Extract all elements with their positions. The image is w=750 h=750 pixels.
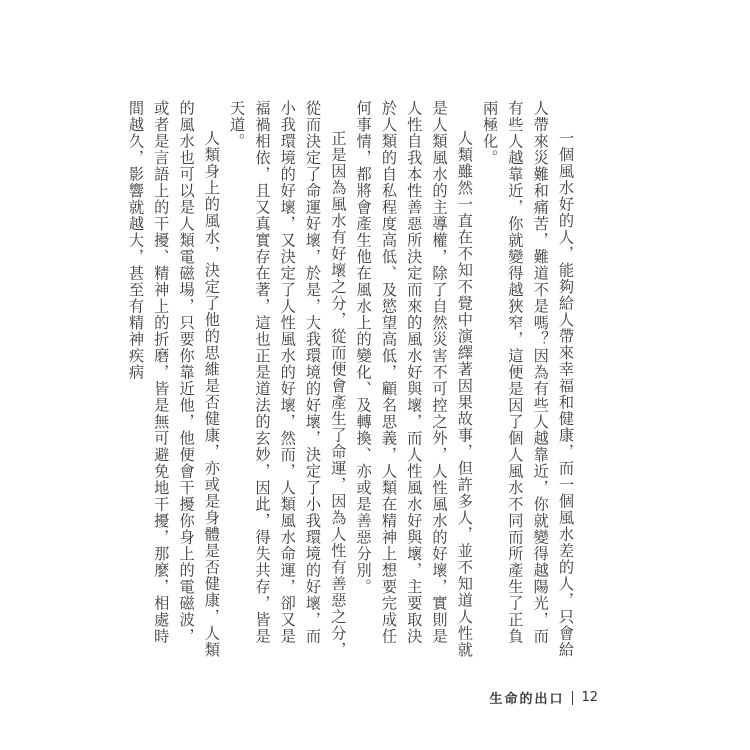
paragraph-1: 一個風水好的人，能夠給人帶來幸福和健康，而一個風水差的人，只會給人帶來災難和痛苦，難道不是嗎？因為有些人越靠近，你就變得越陽光，而有些人越靠近，你就變得越狹窄，這便是因了個人風水不同而所產生了正負兩極化。 (481, 100, 575, 659)
book-title: 生命的出口 (489, 692, 565, 707)
vertical-text-block (123, 100, 578, 660)
paragraph-3: 正是因為風水有好壞之分，從而便會產生了命運，因為人性有善惡之分，從而決定了命運好壞，於是，大我環境的好壞，決定了小我環境的好壞，而小我環境的好壞，又決定了人性風水的好壞，然而，人類風水命運，卻又是福禍相依，且又真實存在著，這也正是道法的玄妙，因此，得失共存，皆是天道。 (228, 100, 348, 659)
page-footer (489, 688, 598, 707)
paragraph-2: 人類雖然一直在不知不覺中演繹著因果故事，但許多人，並不知道人性就是人類風水的主導權，除了自然災害不可控之外，人性風水的好壞，實則是人性自我本性善惡所決定而來的風水好與壞，而人性風水好與壞，主要取決於人類的自私程度高低、及慾望高低，顧名思義，人類在精神上想要完成任何事情，都將會產生他在風水上的變化、及轉換、亦或是善惡分別。 (354, 100, 474, 659)
footer-separator (572, 691, 573, 705)
paragraph-4: 人類身上的風水，決定了他的思維是否健康，亦或是身體是否健康，人類的風水也可以是人類電磁場，只要你靠近他，他便會干擾你身上的電磁波，或者是言語上的干擾、精神上的折磨，皆是無可避免地干擾，那麼，相處時間越久，影響就越大，甚至有精神疾病 (126, 100, 221, 659)
page-number: 12 (581, 690, 598, 705)
